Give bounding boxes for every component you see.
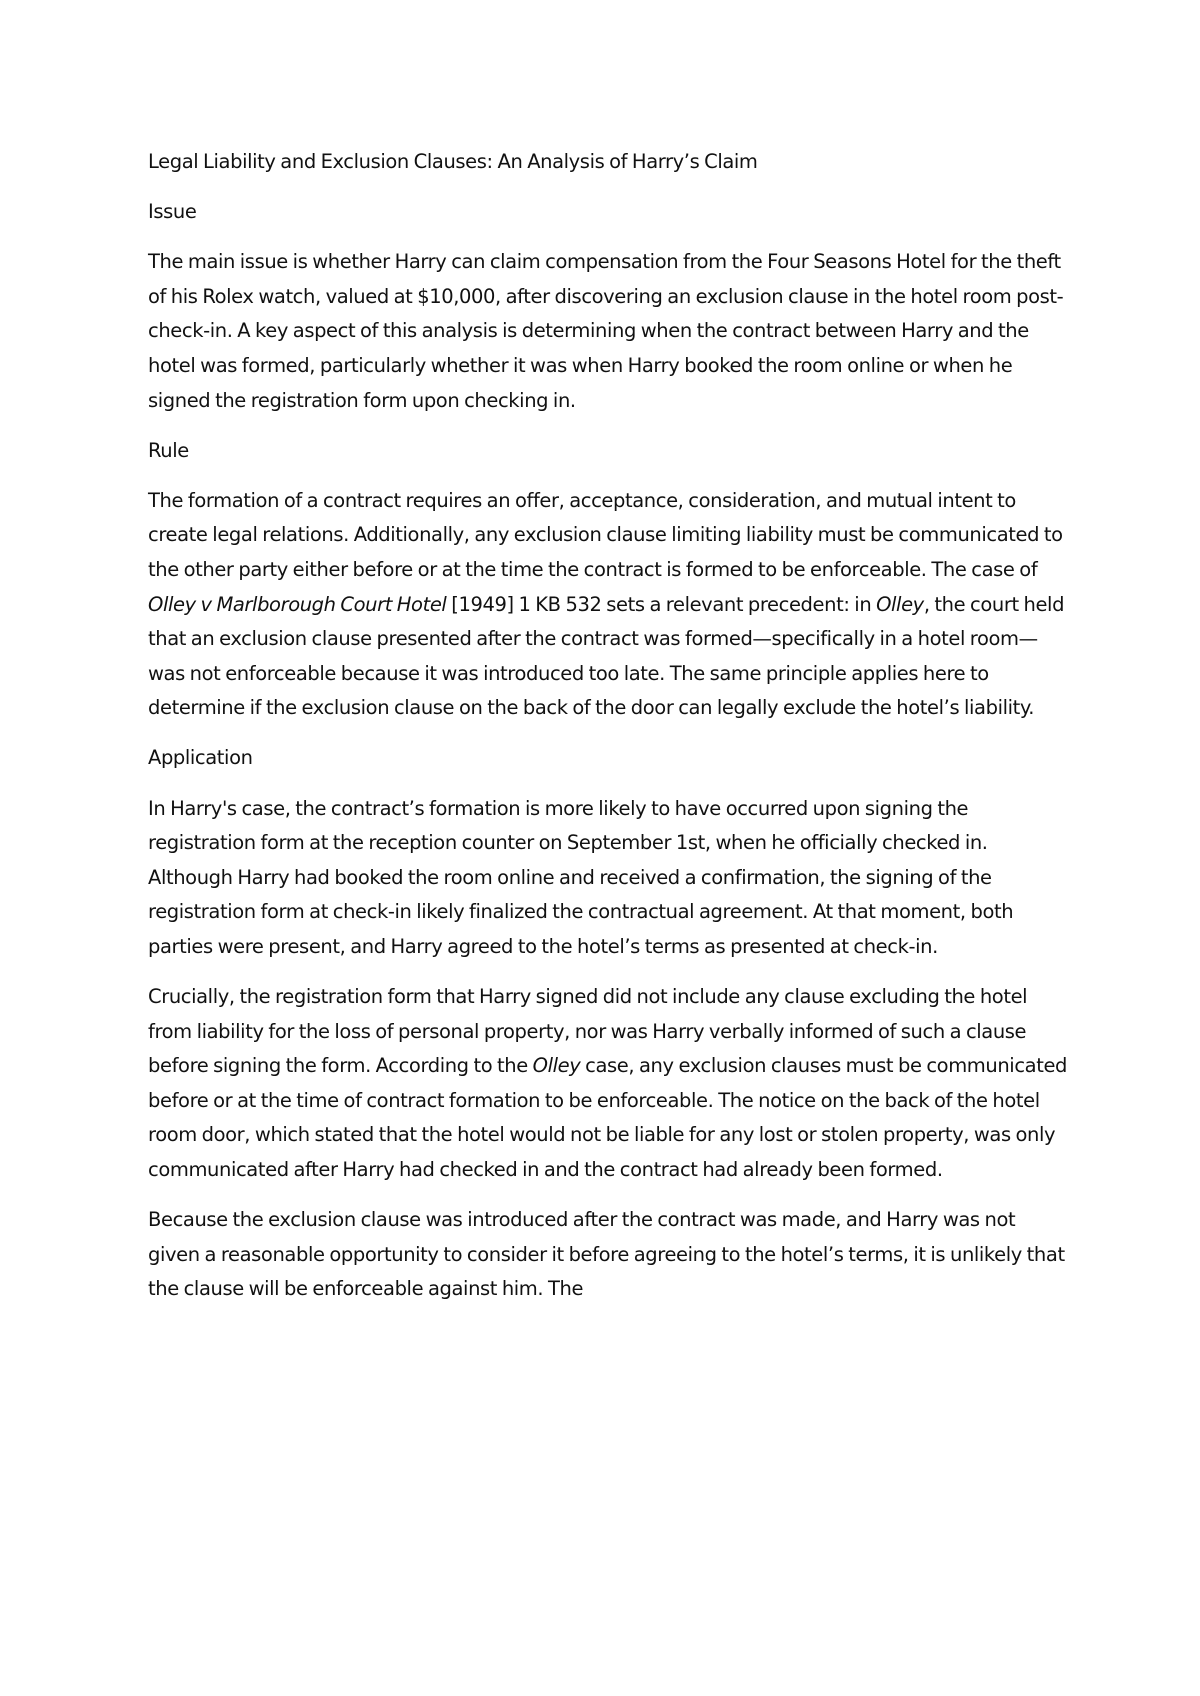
case-citation: Olley <box>876 592 924 616</box>
issue-paragraph <box>148 245 1068 418</box>
text-segment: The formation of a contract requires an offer, acceptance, consideration, and mutual intent to create legal relations. Additionally, any exclusion clause limiting liability must be communicated to the other party either before or at the time the contract is formed to be enforceable. The case of <box>148 488 1063 581</box>
text-segment: In Harry's case, the contract’s formation is more likely to have occurred upon signing the registration form at the reception counter on September 1st, when he officially checked in. Although Harry had booked the room online and received a confirmation, the signing of the registration form at check-in likely finalized the contractual agreement. At that moment, both parties were present, and Harry agreed to the hotel’s terms as presented at check-in. <box>148 796 1014 958</box>
text-segment: The main issue is whether Harry can claim compensation from the Four Seasons Hotel for the theft of his Rolex watch, valued at $10,000, after discovering an exclusion clause in the hotel room post-check-in. A key aspect of this analysis is determining when the contract between Harry and the hotel was formed, particularly whether it was when Harry booked the room online or when he signed the registration form upon checking in. <box>148 250 1064 412</box>
section-heading-rule: Rule <box>148 438 189 462</box>
application-paragraph <box>148 792 1068 965</box>
case-citation: Olley v Marlborough Court Hotel <box>148 592 447 616</box>
section-heading-application: Application <box>148 746 253 770</box>
text-segment: case, any exclusion clauses must be communicated before or at the time of contract formation to be enforceable. The notice on the back of the hotel room door, which stated that the hotel would not be liable for any lost or stolen property, was only communicated after Harry had checked in and the contract had already been formed. <box>148 1054 1068 1181</box>
document-page <box>148 145 1068 1322</box>
text-segment: Because the exclusion clause was introduced after the contract was made, and Harry was not given a reasonable opportunity to consider it before agreeing to the hotel’s terms, it is unlikely that the clause will be enforceable against him. The <box>148 1208 1065 1301</box>
text-segment: Crucially, the registration form that Harry signed did not include any clause excluding the hotel from liability for the loss of personal property, nor was Harry verbally informed of such a clause before signing the form. According to the <box>148 984 1028 1078</box>
document-title: Legal Liability and Exclusion Clauses: An Analysis of Harry’s Claim <box>148 150 758 173</box>
application-paragraph <box>148 980 1068 1188</box>
application-paragraph <box>148 1203 1068 1307</box>
case-citation: Olley <box>532 1054 581 1078</box>
text-segment: , the court held that an exclusion clause presented after the contract was formed—specifically in a hotel room—was not enforceable because it was introduced too late. The same principle applies here to determine if the exclusion clause on the back of the door can legally exclude the hotel’s liability. <box>148 592 1065 720</box>
rule-paragraph <box>148 484 1068 726</box>
text-segment: [1949] 1 KB 532 sets a relevant precedent: in <box>446 592 877 616</box>
section-heading-issue: Issue <box>148 200 197 224</box>
